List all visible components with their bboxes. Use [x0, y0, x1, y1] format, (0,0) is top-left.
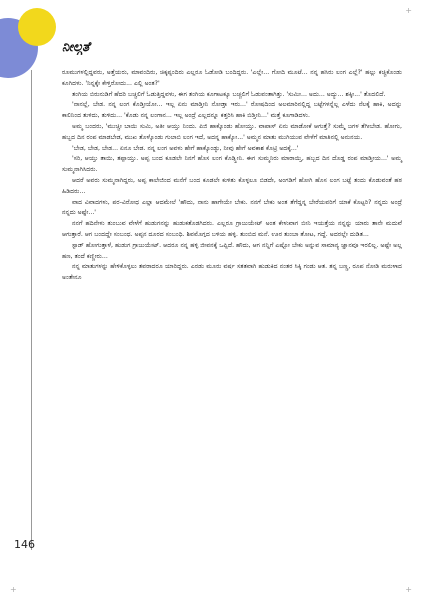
- paragraph: ಸ್ಟಾಡ್ ಹೋಗುತ್ತಾಳೆ, ಹುಡುಗ ಗ್ರಾಜುಯೇಟ್. ಆದರೂ ನನ್ನ ಹಳ್ಳಿ ಜೀವನಕ್ಕೆ ಒಪ್ಪಿದೆ. ಹೌದು, ಆಗ ನನ್ನಿಗೆ ಎಷ್ಟೋ ಬೇಕು ಅನ್ನುವ ಸಾಮಾನ್ಯ ಜ್ಞಾನವೂ ಇರಲಿಲ್ಲ. ಅಷ್ಟೇ ಅಲ್ಲ ಹಣ, ತಂದೆ ಕಣ್ಣೀರು...: [62, 241, 402, 260]
- page-title: ನೀಲ್ಗತೆ: [62, 40, 90, 55]
- decorative-yellow-circle: [18, 8, 56, 46]
- paragraph: ಆದರೆ ಅವರು ಸುಮ್ಮನಾಗಿದ್ದರು, ಅಪ್ಪ ಕಾಲೇಜಿಂದ ಮನೆಗೆ ಬಂದ ಕೂಡಲೇ ಕುಳಿತು ಕೊಳ್ಳಲೂ ಬಿಡದೇ, ಅಂಗಡಿಗೆ ಹೋಗಿ ಹೊಸ ಲಂಗ ಬಟ್ಟೆ ತಂದು ಕೊಡುವಂತೆ ಹಠ ಹಿಡಿದರು...: [62, 176, 402, 195]
- margin-rule: [31, 70, 32, 550]
- crop-mark-bottom-left: +: [10, 585, 17, 594]
- paragraph: ರೂಮುಗಳಲ್ಲಿದ್ದವರು, ಅತ್ತೆಯರು, ಮಾವಂದಿರು, ಚಿಕ್ಕಪ್ಪಂದಿರು ಎಲ್ಲರೂ ಓಡೋಡಿ ಬಂದಿದ್ದರು. 'ಎಲ್ಲೇ... ಗೋದಿ ಮೂಟೆ... ನನ್ನ ಹಸಿರು ಲಂಗ ಎಲ್ಲೆ?' ಹಲ್ಲು ಕಚ್ಚಿಕೊಂಡು ಕೂಗಿದಳು. 'ನಿನ್ನಕ್ಕೇ ಕೇಳ್ತಿರೋದು... ಎಲ್ಲಿ ಅಂತ?': [62, 69, 402, 87]
- paragraph: ನನ್ನ ಮಾತುಗಳನ್ನು ಹೇಳಿಕೊಳ್ಳಲು ತವರಾದರೂ ಯಾರಿದ್ದರು. ಎರಡು ಮೂರು ವರ್ಷ ಸತತವಾಗಿ ಹುಡುಕಿದ ನಂತರ ಸಿಕ್ಕಿ ಗಂಡು ಆತ. ತನ್ನ ಬಣ್ಣ, ರೂಪ ನೋಡಿ ಮರುಳಾದ ಅಂತೇನೂ: [62, 263, 402, 282]
- paragraph: 'ನಾನಲ್ಲೆ, ಬೇಡ. ನನ್ನ ಲಂಗ ಕೊಡ್ತೀಯೋ... ಇಲ್ಲ ಏನು ಮಾಡ್ತೀನಿ ನೋಡ್ತಾ ಇರು...' ರೋಷದಿಂದ ಅಲಮಾರಿನಲ್ಲಿದ್ದ ಬಟ್ಟೆಗಳನ್ನೆಲ್ಲ ಎಳೆದು ನೆಲಕ್ಕೆ ಹಾಕಿ, ಅದನ್ನು ಕಾಲಿನಿಂದ ತುಳಿದು, ತುಳಿದು... 'ಕೊಡು ನನ್ನ ಲಂಗಾನ... ಇಲ್ಲ ಅಂದ್ರೆ ಎಲ್ಲದನ್ನೂ ಕತ್ತರಿಸಿ ಹಾಕಿ ಬಿಡ್ತೀನಿ...' ಮತ್ತೆ ಕೂಗಾಡಿದಳು.: [62, 101, 402, 120]
- page-number: 146: [14, 538, 35, 551]
- paragraph: 'ಸರಿ, ಆಯ್ತು ತಾಯಿ, ತಪ್ಪಾಯ್ತು. ಅಪ್ಪ ಬಂದ ಕೂಡಲೇ ನಿನಗೆ ಹೊಸ ಲಂಗ ಕೊಡ್ಸ್ತೀನಿ. ಈಗ ಸುಮ್ಮನಿರು ಮಾರಾಯ್ತಿ, ಹಬ್ಬದ ದಿನ ದೊಡ್ಡ ರಂಪ ಮಾಡ್ತೀಯ...' ಅಮ್ಮ ಸುಮ್ಮನಾಗಿಸಿದರು.: [62, 155, 402, 174]
- paragraph: ವಾದ ವಿವಾದಗಳು, ಪರ-ವಿರೋಧ ಎಲ್ಲಾ ಆದಮೇಲೆ 'ಹೌದು, ನಾನು ಹಾಗೇಯೇ ಬೇಕು. ನನಗೆ ಬೇಕು ಅಂತ ತೆಗೆದ್ದನ್ನ ಬೇರೆಯವರಿಗೆ ಯಾಕೆ ಕೊಟ್ಟರಿ? ನನ್ನದು ಅಂದ್ರೆ ನನ್ನದು ಅಷ್ಟೇ...': [62, 198, 402, 217]
- paragraph: ತಂಗಿಯ ಬಿರುನುಡಿಗೆ ಹೆದರಿ ಬಚ್ಚಲಿಗೆ ಓಡುತ್ತಿದ್ದವಳು, ಈಗ ತಂಗಿಯ ಕೂಗಾಟಕ್ಕೂ ಬಚ್ಚಲಿಗೆ ಓಡುವಂತಾಗಿತ್ತು. 'ಸುಮೀ... ಅದು... ಅದ್ಯು... ಶಕ್ಕೀ...' ತೊದಲಿದೆ.: [72, 90, 386, 98]
- story-text: [62, 68, 402, 284]
- paragraph: 'ಬೇಡ, ಬೇಡ, ಬೇಡ... ಏನೂ ಬೇಡ. ನನ್ನ ಲಂಗ ಅವಳು ಹೇಗೆ ಹಾಕ್ಕೊಂಡ್ಳು, ನೀವು ಹೇಗೆ ಅವಕಾಶ ಕೊಟ್ರಿ ಅದಕ್ಕೆ...': [72, 144, 299, 152]
- paragraph: ನನಗೆ ಹದಿನೇಳು ತುಂಬುವ ವೇಳೆಗೆ ಹುಡುಗನನ್ನು ಹುಡುಕತೊಡಗಿದರು. ಎಲ್ಲರೂ ಗ್ರಾಜುಯೇಟ್ ಅಂತ ಕೇಳುವಾಗ ಬೀನಿ ಇಯತ್ತೆಯ ನನ್ನನ್ನು ಯಾರು ತಾನೇ ಮದುವೆ ಆಗುತ್ತಾರೆ. ಆಗ ಬಂದದ್ದೇ ಸಂಬಂಧ. ಅಪ್ಪನ ದೂರದ ಸಂಬಂಧಿ. ಶಿವಮೊಗ್ಗದ ಬಳಿಯ ಹಳ್ಳಿ. ತುಂಬಿದ ಮನೆ. ಊರ ತುಂಬಾ ತೋಟ, ಗದ್ದೆ. ಅದರಲ್ಲೇ ದುಡಿತ...: [62, 220, 402, 238]
- paragraph: ಅಮ್ಮ ಬಂದರು, 'ಮುಚ್ಚೀ ಬಾಯಿ ಸುಮಿ, ಅತೀ ಆಯ್ತು ನಿಂದು. ಪಿಜಿ ಹಾಕ್ಕೊಂಡು ಹೋಯ್ತು. ವಾಪಾಸ್ ಏನು ಮಾಡೋಕೆ ಆಗುತ್ತೆ? ಸುಮ್ಮೆ ಜಗಳ ತೆಗೀಬೇಡ. ಹೋಗು, ಹಬ್ಬದ ದಿನ ರಂಪ ಮಾಡಬೇಡ, ಮುಖ ತೊಳ್ಕೊಂಡು ಗುಲಾಬಿ ಲಂಗ ಇದೆ, ಅದನ್ನ ಹಾಕ್ಕೋ...' ಅಮ್ಮನ ಮಾತು ಮುಗಿಯುವ ವೇಳೆಗೆ ಮಾತಿನಲ್ಲಿ ಅನುನಯ.: [62, 122, 402, 141]
- crop-mark-top-right: +: [405, 6, 412, 15]
- crop-mark-bottom-right: +: [405, 585, 412, 594]
